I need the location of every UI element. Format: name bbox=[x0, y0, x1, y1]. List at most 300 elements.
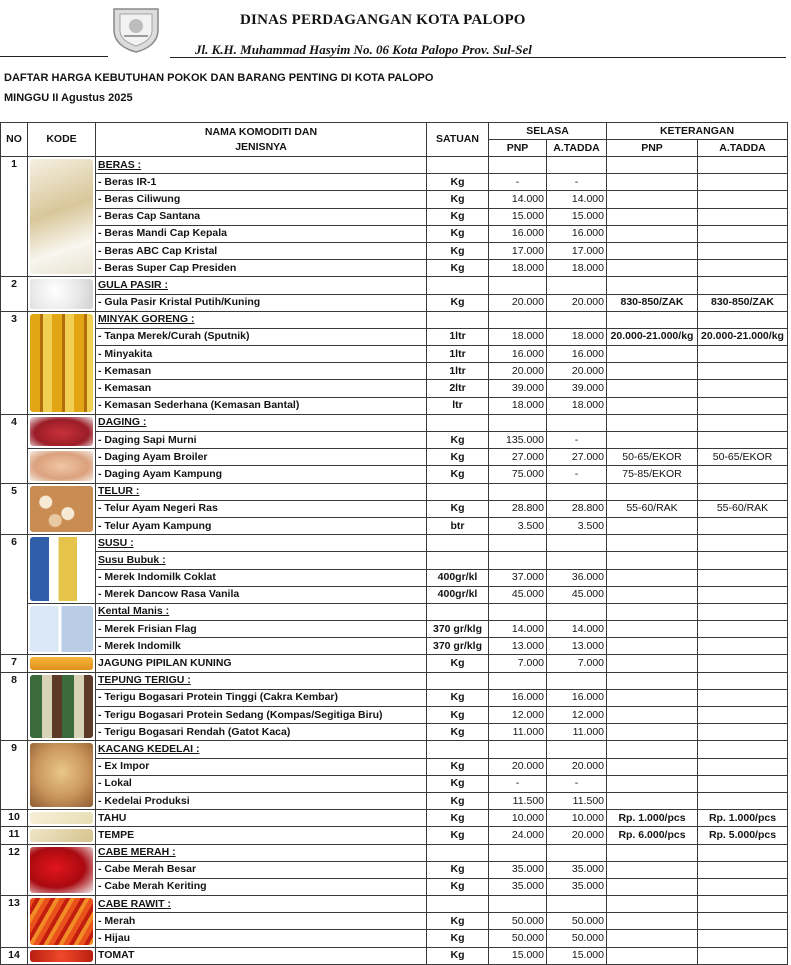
table-row bbox=[1, 792, 788, 809]
note-pnp bbox=[607, 758, 698, 775]
price-pnp: 13.000 bbox=[489, 638, 547, 655]
note-atadda bbox=[698, 242, 788, 259]
note-pnp bbox=[607, 260, 698, 277]
beef-photo bbox=[30, 417, 93, 446]
note-pnp bbox=[607, 689, 698, 706]
col-selasa: SELASA bbox=[489, 123, 607, 140]
unit: Kg bbox=[427, 191, 489, 208]
note-atadda bbox=[698, 689, 788, 706]
table-row bbox=[1, 569, 788, 586]
unit: Kg bbox=[427, 294, 489, 311]
product-photo-cell bbox=[28, 655, 96, 672]
note-pnp bbox=[607, 655, 698, 672]
product-photo-cell bbox=[28, 157, 96, 277]
table-row bbox=[1, 947, 788, 964]
price-pnp: - bbox=[489, 174, 547, 191]
unit: Kg bbox=[427, 655, 489, 672]
note-atadda bbox=[698, 466, 788, 483]
row-number: 1 bbox=[1, 157, 28, 277]
price-pnp: 3.500 bbox=[489, 517, 547, 534]
unit: Kg bbox=[427, 913, 489, 930]
commodity-name: - Merah bbox=[96, 913, 427, 930]
powdered-milk-photo bbox=[30, 537, 93, 601]
price-atadda: 39.000 bbox=[547, 380, 607, 397]
row-number: 8 bbox=[1, 672, 28, 741]
commodity-name: - Gula Pasir Kristal Putih/Kuning bbox=[96, 294, 427, 311]
office-name: DINAS PERDAGANGAN KOTA PALOPO bbox=[240, 12, 526, 28]
unit bbox=[427, 277, 489, 294]
unit: 400gr/kl bbox=[427, 586, 489, 603]
unit: Kg bbox=[427, 432, 489, 449]
condensed-milk-photo bbox=[30, 606, 93, 653]
price-atadda: 15.000 bbox=[547, 208, 607, 225]
document-week: MINGGU II Agustus 2025 bbox=[4, 92, 133, 104]
price-atadda: 35.000 bbox=[547, 878, 607, 895]
note-atadda bbox=[698, 552, 788, 569]
price-atadda bbox=[547, 741, 607, 758]
note-pnp bbox=[607, 775, 698, 792]
price-atadda: 20.000 bbox=[547, 827, 607, 844]
note-atadda bbox=[698, 174, 788, 191]
unit: 1ltr bbox=[427, 346, 489, 363]
price-atadda: 20.000 bbox=[547, 294, 607, 311]
flour-photo bbox=[30, 675, 93, 739]
unit bbox=[427, 414, 489, 431]
product-photo-cell bbox=[28, 844, 96, 896]
note-pnp bbox=[607, 621, 698, 638]
unit: Kg bbox=[427, 861, 489, 878]
note-pnp bbox=[607, 517, 698, 534]
header-rule-right bbox=[170, 57, 786, 58]
note-atadda bbox=[698, 397, 788, 414]
col-komoditi bbox=[96, 123, 427, 157]
unit: Kg bbox=[427, 947, 489, 964]
table-row bbox=[1, 638, 788, 655]
note-pnp: Rp. 6.000/pcs bbox=[607, 827, 698, 844]
product-photo-cell bbox=[28, 603, 96, 655]
unit: 1ltr bbox=[427, 363, 489, 380]
unit: btr bbox=[427, 517, 489, 534]
price-atadda bbox=[547, 844, 607, 861]
row-number: 13 bbox=[1, 896, 28, 948]
table-row bbox=[1, 621, 788, 638]
note-atadda bbox=[698, 277, 788, 294]
unit: Kg bbox=[427, 500, 489, 517]
unit bbox=[427, 483, 489, 500]
header-rule-left bbox=[0, 56, 108, 57]
row-number: 11 bbox=[1, 827, 28, 844]
product-photo-cell bbox=[28, 810, 96, 827]
tomato-photo bbox=[30, 950, 93, 962]
commodity-name: - Daging Ayam Kampung bbox=[96, 466, 427, 483]
commodity-name: JAGUNG PIPILAN KUNING bbox=[96, 655, 427, 672]
price-atadda: 18.000 bbox=[547, 328, 607, 345]
table-row bbox=[1, 432, 788, 449]
unit: Kg bbox=[427, 260, 489, 277]
table-row bbox=[1, 414, 788, 431]
commodity-name: - Beras Cap Santana bbox=[96, 208, 427, 225]
price-pnp: 18.000 bbox=[489, 260, 547, 277]
table-row bbox=[1, 878, 788, 895]
unit: Kg bbox=[427, 878, 489, 895]
unit: Kg bbox=[427, 689, 489, 706]
unit bbox=[427, 311, 489, 328]
note-atadda bbox=[698, 414, 788, 431]
price-atadda: - bbox=[547, 775, 607, 792]
price-atadda: 35.000 bbox=[547, 861, 607, 878]
product-photo-cell bbox=[28, 414, 96, 448]
price-pnp: 11.000 bbox=[489, 724, 547, 741]
corn-photo bbox=[30, 657, 93, 669]
row-number: 14 bbox=[1, 947, 28, 964]
col-satuan: SATUAN bbox=[427, 123, 489, 157]
unit: Kg bbox=[427, 242, 489, 259]
note-pnp bbox=[607, 792, 698, 809]
price-atadda bbox=[547, 552, 607, 569]
commodity-name: - Kemasan Sederhana (Kemasan Bantal) bbox=[96, 397, 427, 414]
price-atadda: 7.000 bbox=[547, 655, 607, 672]
price-atadda bbox=[547, 277, 607, 294]
note-atadda bbox=[698, 707, 788, 724]
table-row bbox=[1, 827, 788, 844]
price-atadda: 50.000 bbox=[547, 930, 607, 947]
note-pnp: 55-60/RAK bbox=[607, 500, 698, 517]
row-number: 4 bbox=[1, 414, 28, 483]
commodity-name: - Daging Sapi Murni bbox=[96, 432, 427, 449]
unit bbox=[427, 552, 489, 569]
tempe-photo bbox=[30, 829, 93, 841]
table-row bbox=[1, 724, 788, 741]
note-pnp bbox=[607, 208, 698, 225]
price-pnp bbox=[489, 311, 547, 328]
unit bbox=[427, 741, 489, 758]
note-pnp bbox=[607, 947, 698, 964]
unit: 370 gr/klg bbox=[427, 621, 489, 638]
commodity-name: TEPUNG TERIGU : bbox=[96, 672, 427, 689]
price-atadda bbox=[547, 483, 607, 500]
table-row bbox=[1, 844, 788, 861]
price-pnp: 10.000 bbox=[489, 810, 547, 827]
price-pnp: 24.000 bbox=[489, 827, 547, 844]
price-pnp: 16.000 bbox=[489, 689, 547, 706]
table-row bbox=[1, 225, 788, 242]
note-atadda bbox=[698, 569, 788, 586]
commodity-name: - Terigu Bogasari Protein Sedang (Kompas/Segitiga Biru) bbox=[96, 707, 427, 724]
red-chili-photo bbox=[30, 847, 93, 894]
note-atadda bbox=[698, 655, 788, 672]
price-atadda: 45.000 bbox=[547, 586, 607, 603]
note-pnp bbox=[607, 277, 698, 294]
commodity-name: - Kemasan bbox=[96, 380, 427, 397]
price-pnp: 20.000 bbox=[489, 758, 547, 775]
note-atadda: 830-850/ZAK bbox=[698, 294, 788, 311]
price-pnp: - bbox=[489, 775, 547, 792]
price-atadda: 20.000 bbox=[547, 758, 607, 775]
unit: Kg bbox=[427, 174, 489, 191]
commodity-name: - Beras Mandi Cap Kepala bbox=[96, 225, 427, 242]
table-row bbox=[1, 363, 788, 380]
price-pnp: 45.000 bbox=[489, 586, 547, 603]
table-row bbox=[1, 810, 788, 827]
price-atadda bbox=[547, 603, 607, 620]
unit: Kg bbox=[427, 707, 489, 724]
table-row bbox=[1, 397, 788, 414]
commodity-name: - Beras Ciliwung bbox=[96, 191, 427, 208]
product-photo-cell bbox=[28, 741, 96, 810]
commodity-name: CABE RAWIT : bbox=[96, 896, 427, 913]
note-pnp bbox=[607, 724, 698, 741]
price-pnp: 39.000 bbox=[489, 380, 547, 397]
table-row bbox=[1, 552, 788, 569]
commodity-name: - Telur Ayam Kampung bbox=[96, 517, 427, 534]
commodity-name: SUSU : bbox=[96, 535, 427, 552]
price-pnp: 50.000 bbox=[489, 913, 547, 930]
bird-chili-photo bbox=[30, 898, 93, 945]
row-number: 3 bbox=[1, 311, 28, 414]
commodity-name: - Beras ABC Cap Kristal bbox=[96, 242, 427, 259]
unit: Kg bbox=[427, 724, 489, 741]
table-header-row bbox=[1, 123, 788, 140]
commodity-name: - Tanpa Merek/Curah (Sputnik) bbox=[96, 328, 427, 345]
commodity-name: Kental Manis : bbox=[96, 603, 427, 620]
price-atadda: 15.000 bbox=[547, 947, 607, 964]
note-pnp bbox=[607, 225, 698, 242]
price-atadda bbox=[547, 157, 607, 174]
price-atadda: 17.000 bbox=[547, 242, 607, 259]
note-pnp bbox=[607, 603, 698, 620]
price-atadda: - bbox=[547, 466, 607, 483]
note-atadda bbox=[698, 896, 788, 913]
price-pnp: 28.800 bbox=[489, 500, 547, 517]
note-atadda bbox=[698, 380, 788, 397]
product-photo-cell bbox=[28, 311, 96, 414]
eggs-photo bbox=[30, 486, 93, 533]
unit: 400gr/kl bbox=[427, 569, 489, 586]
note-pnp bbox=[607, 157, 698, 174]
table-row bbox=[1, 861, 788, 878]
note-pnp bbox=[607, 586, 698, 603]
price-atadda: 11.000 bbox=[547, 724, 607, 741]
price-pnp: 27.000 bbox=[489, 449, 547, 466]
note-atadda bbox=[698, 603, 788, 620]
note-pnp bbox=[607, 896, 698, 913]
cooking-oil-photo bbox=[30, 314, 93, 412]
table-row bbox=[1, 741, 788, 758]
note-pnp bbox=[607, 414, 698, 431]
table-row bbox=[1, 586, 788, 603]
price-pnp: 35.000 bbox=[489, 878, 547, 895]
note-atadda bbox=[698, 225, 788, 242]
note-pnp bbox=[607, 380, 698, 397]
commodity-name: - Merek Indomilk bbox=[96, 638, 427, 655]
table-row bbox=[1, 913, 788, 930]
unit: Kg bbox=[427, 827, 489, 844]
unit: Kg bbox=[427, 225, 489, 242]
commodity-name: TELUR : bbox=[96, 483, 427, 500]
price-pnp: 16.000 bbox=[489, 346, 547, 363]
price-pnp bbox=[489, 483, 547, 500]
price-pnp: 20.000 bbox=[489, 294, 547, 311]
unit: Kg bbox=[427, 466, 489, 483]
price-pnp: 17.000 bbox=[489, 242, 547, 259]
note-pnp: 75-85/EKOR bbox=[607, 466, 698, 483]
note-pnp: Rp. 1.000/pcs bbox=[607, 810, 698, 827]
table-row bbox=[1, 346, 788, 363]
unit: Kg bbox=[427, 930, 489, 947]
price-atadda: 14.000 bbox=[547, 191, 607, 208]
note-atadda bbox=[698, 913, 788, 930]
price-pnp: 20.000 bbox=[489, 363, 547, 380]
city-emblem-icon bbox=[108, 6, 164, 54]
row-number: 10 bbox=[1, 810, 28, 827]
product-photo-cell bbox=[28, 277, 96, 311]
price-atadda bbox=[547, 311, 607, 328]
commodity-name: - Terigu Bogasari Rendah (Gatot Kaca) bbox=[96, 724, 427, 741]
commodity-name: TOMAT bbox=[96, 947, 427, 964]
note-atadda bbox=[698, 724, 788, 741]
col-selasa-atadda: A.TADDA bbox=[547, 140, 607, 157]
commodity-name: BERAS : bbox=[96, 157, 427, 174]
table-body bbox=[1, 157, 788, 965]
col-ket-atadda: A.TADDA bbox=[698, 140, 788, 157]
table-row bbox=[1, 689, 788, 706]
table-row bbox=[1, 655, 788, 672]
note-atadda bbox=[698, 930, 788, 947]
col-komoditi-line1: NAMA KOMODITI DAN bbox=[204, 125, 318, 138]
note-atadda bbox=[698, 483, 788, 500]
row-number: 5 bbox=[1, 483, 28, 535]
table-row bbox=[1, 242, 788, 259]
price-pnp bbox=[489, 672, 547, 689]
table-row bbox=[1, 260, 788, 277]
note-pnp bbox=[607, 397, 698, 414]
note-atadda bbox=[698, 758, 788, 775]
note-pnp bbox=[607, 707, 698, 724]
commodity-name: - Cabe Merah Keriting bbox=[96, 878, 427, 895]
col-no: NO bbox=[1, 123, 28, 157]
commodity-name: DAGING : bbox=[96, 414, 427, 431]
price-atadda bbox=[547, 414, 607, 431]
product-photo-cell bbox=[28, 535, 96, 604]
note-atadda bbox=[698, 260, 788, 277]
note-pnp bbox=[607, 191, 698, 208]
price-atadda: 28.800 bbox=[547, 500, 607, 517]
price-table bbox=[0, 122, 788, 965]
price-atadda: 36.000 bbox=[547, 569, 607, 586]
price-atadda: 16.000 bbox=[547, 689, 607, 706]
table-row bbox=[1, 157, 788, 174]
commodity-name: MINYAK GORENG : bbox=[96, 311, 427, 328]
price-pnp: 11.500 bbox=[489, 792, 547, 809]
price-pnp bbox=[489, 844, 547, 861]
row-number: 2 bbox=[1, 277, 28, 311]
row-number: 7 bbox=[1, 655, 28, 672]
note-pnp: 50-65/EKOR bbox=[607, 449, 698, 466]
product-photo-cell bbox=[28, 947, 96, 964]
product-photo-cell bbox=[28, 672, 96, 741]
commodity-name: - Beras Super Cap Presiden bbox=[96, 260, 427, 277]
table-row bbox=[1, 174, 788, 191]
price-atadda: 18.000 bbox=[547, 397, 607, 414]
unit: Kg bbox=[427, 758, 489, 775]
commodity-name: - Merek Frisian Flag bbox=[96, 621, 427, 638]
unit: 370 gr/klg bbox=[427, 638, 489, 655]
unit: ltr bbox=[427, 397, 489, 414]
table-row bbox=[1, 191, 788, 208]
table-row bbox=[1, 775, 788, 792]
price-atadda: - bbox=[547, 432, 607, 449]
row-number: 6 bbox=[1, 535, 28, 655]
price-pnp: 14.000 bbox=[489, 191, 547, 208]
price-pnp: 16.000 bbox=[489, 225, 547, 242]
note-atadda: Rp. 1.000/pcs bbox=[698, 810, 788, 827]
commodity-name: - Beras IR-1 bbox=[96, 174, 427, 191]
commodity-name: - Lokal bbox=[96, 775, 427, 792]
table-row bbox=[1, 535, 788, 552]
price-atadda: 13.000 bbox=[547, 638, 607, 655]
unit: Kg bbox=[427, 449, 489, 466]
price-pnp bbox=[489, 896, 547, 913]
table-row bbox=[1, 517, 788, 534]
price-atadda: 11.500 bbox=[547, 792, 607, 809]
commodity-name: - Merek Indomilk Coklat bbox=[96, 569, 427, 586]
price-atadda: 27.000 bbox=[547, 449, 607, 466]
note-atadda bbox=[698, 586, 788, 603]
price-atadda: 14.000 bbox=[547, 621, 607, 638]
sugar-photo bbox=[30, 279, 93, 308]
price-atadda: 20.000 bbox=[547, 363, 607, 380]
col-keterangan: KETERANGAN bbox=[607, 123, 788, 140]
note-pnp bbox=[607, 363, 698, 380]
note-pnp bbox=[607, 638, 698, 655]
price-pnp bbox=[489, 277, 547, 294]
row-number: 12 bbox=[1, 844, 28, 896]
unit: Kg bbox=[427, 775, 489, 792]
note-atadda: 50-65/EKOR bbox=[698, 449, 788, 466]
price-atadda bbox=[547, 535, 607, 552]
commodity-name: - Kemasan bbox=[96, 363, 427, 380]
note-pnp bbox=[607, 569, 698, 586]
unit: Kg bbox=[427, 810, 489, 827]
note-atadda bbox=[698, 672, 788, 689]
note-pnp bbox=[607, 861, 698, 878]
note-pnp bbox=[607, 930, 698, 947]
note-atadda: 20.000-21.000/kg bbox=[698, 328, 788, 345]
price-pnp: 15.000 bbox=[489, 947, 547, 964]
price-atadda: 16.000 bbox=[547, 346, 607, 363]
commodity-name: GULA PASIR : bbox=[96, 277, 427, 294]
table-row bbox=[1, 603, 788, 620]
commodity-name: TAHU bbox=[96, 810, 427, 827]
unit: Kg bbox=[427, 208, 489, 225]
office-address: Jl. K.H. Muhammad Hasyim No. 06 Kota Palopo Prov. Sul-Sel bbox=[195, 42, 532, 57]
tofu-photo bbox=[30, 812, 93, 824]
table-row bbox=[1, 311, 788, 328]
price-pnp: 12.000 bbox=[489, 707, 547, 724]
commodity-name: - Cabe Merah Besar bbox=[96, 861, 427, 878]
price-atadda: - bbox=[547, 174, 607, 191]
note-pnp bbox=[607, 311, 698, 328]
commodity-name: KACANG KEDELAI : bbox=[96, 741, 427, 758]
price-pnp: 15.000 bbox=[489, 208, 547, 225]
price-atadda bbox=[547, 896, 607, 913]
table-row bbox=[1, 466, 788, 483]
commodity-name: - Merek Dancow Rasa Vanila bbox=[96, 586, 427, 603]
note-pnp bbox=[607, 432, 698, 449]
note-pnp: 20.000-21.000/kg bbox=[607, 328, 698, 345]
table-row bbox=[1, 449, 788, 466]
price-atadda: 50.000 bbox=[547, 913, 607, 930]
